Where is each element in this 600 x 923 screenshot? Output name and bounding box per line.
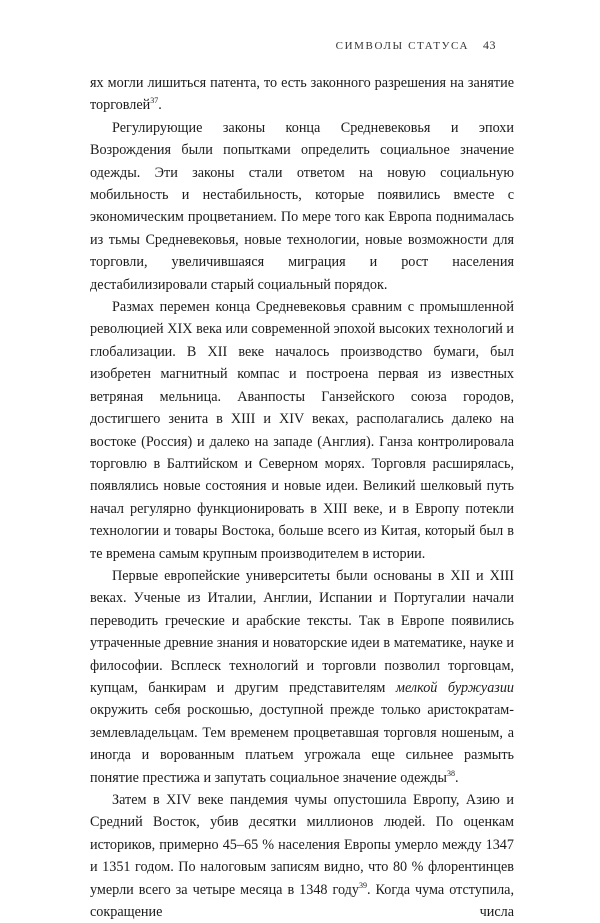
paragraph-continued: ях могли лишиться патента, то есть законного разрешения на занятие торговлей$^{37}$. — [90, 75, 514, 114]
running-header — [336, 38, 496, 53]
paragraph-text: Затем в XIV веке пандемия чумы опустошила Европу, Азию и Средний Восток, убив десятки миллионов людей. По оценкам историков, примерно 45–65 % населения Европы умерло между 1347 и 1351 годом. По налоговым записям видно, что 80 % флорентинцев умерли всего за четыре месяца в 1348 году — [90, 792, 514, 898]
paragraph: Затем в XIV веке пандемия чумы опустошила Европу, Азию и Средний Восток, убив десятки миллионов людей. По оценкам историков, примерно 45–65 % населения Европы умерло между 1347 и 1351 годом. По налоговым записям видно, что 80 % флорентинцев умерли всего за четыре месяца в 1348 году$^{39}$. Когда чума отступила, сокращение числа — [90, 792, 515, 921]
running-title: СИМВОЛЫ СТАТУСА — [335, 40, 469, 52]
paragraph-text: Когда чума отступила, сокращение числа — [90, 881, 515, 921]
paragraph-text: ях могли лишиться патента, то есть законного разрешения на занятие торговлей — [90, 75, 514, 114]
paragraph: Регулирующие законы конца Средневековья и эпохи Возрождения были попытками определить социальное значение одежды. Эти законы стали ответом на новую социальную мобильность и нестабильность, которые появились вместе с экономическим процветанием. По мере того как Европа поднималась из тьмы Средневековья, новые технологии, новые возможности для торговли, увеличившаяся миграция и рост населения дестабилизировали старый социальный порядок. — [90, 119, 514, 293]
paragraph: Первые европейские университеты были основаны в XII и XIII веках. Ученые из Италии, Англии, Испании и Португалии начали переводить греческие и арабские тексты. Так в Европе появились утраченные древние знания и новаторские идеи в математике, науке и философии. Всплеск технологий и торговли позволил торговцам, купцам, банкирам и другим представителям мелкой буржуазии окружить себя роскошью, доступной прежде только аристократам-землевладельцам. Тем временем процветавшая торговля ношеным, а иногда и ворованным платьем угрожала еще сильнее размыть понятие престижа и запутать социальное значение одежды$^{38}$. — [90, 567, 515, 786]
emphasis-text: мелкой буржуазии — [395, 679, 515, 696]
page-number: 43 — [483, 38, 496, 52]
footnote-ref: 39 — [358, 880, 367, 890]
paragraph-text: окружить себя роскошью, доступной прежде только аристократам-землевладельцам. Тем временем процветавшая торговля ношеным, а иногда и ворованным платьем угрожала еще сильнее размыть понятие престижа и запутать социальное значение одежды — [90, 702, 514, 786]
paragraph-text: Первые европейские университеты были основаны в XII и XIII веках. Ученые из Италии, Англии, Испании и Португалии начали переводить греческие и арабские тексты. Так в Европе появились утраченные древние знания и новаторские идеи в математике, науке и философии. Всплеск технологий и торговли позволил торговцам, купцам, банкирам и другим представителям — [90, 567, 514, 696]
footnote-ref: 37 — [150, 96, 159, 106]
body-text — [90, 72, 514, 923]
footnote-ref: 38 — [446, 768, 455, 778]
paragraph: Размах перемен конца Средневековья сравним с промышленной революцией XIX века или современной эпохой высоких технологий и глобализации. В XII веке началось производство бумаги, был изобретен магнитный компас и построена первая из известных ветряная мельница. Аванпосты Ганзейского союза городов, достигшего зенита в XIII и XIV веках, располагались далеко на востоке (Россия) и далеко на западе (Англия). Ганза контролировала торговлю в Балтийском и Северном морях. Торговля расширялась, появлялись новые состояния и новые идеи. Великий шелковый путь начал регулярно функционировать в XIII веке, и в Европу потекли технологии и товары Востока, больше всего из Китая, который был в те времена самым крупным производителем в истории. — [90, 299, 514, 562]
